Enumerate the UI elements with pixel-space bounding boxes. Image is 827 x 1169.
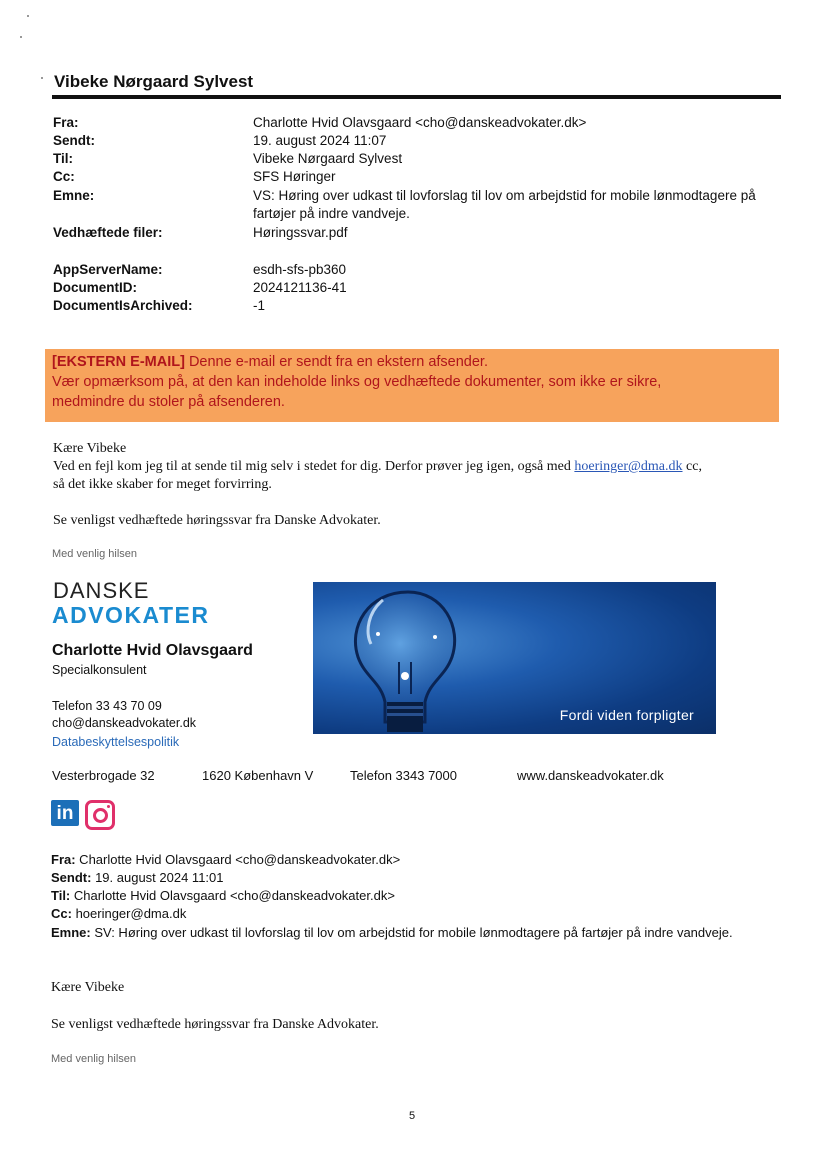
fwd-sent-row — [51, 869, 781, 887]
field-label-cc: Cc: — [53, 169, 75, 184]
external-email-warning-banner — [45, 349, 779, 422]
fwd-cc-label: Cc: — [51, 906, 72, 921]
logo-advokater: ADVOKATER — [52, 602, 210, 628]
privacy-policy-link[interactable]: Databeskyttelsespolitik — [52, 735, 180, 749]
instagram-lens — [93, 808, 108, 823]
body-attachment-note: Se venligst vedhæftede høringssvar fra Danske Advokater. — [53, 513, 381, 528]
ad-banner-image[interactable] — [313, 582, 716, 734]
linkedin-icon[interactable]: in — [51, 800, 79, 826]
banner-line-3: medmindre du stoler på afsenderen. — [52, 394, 285, 410]
field-value-cc: SFS Høringer — [253, 169, 336, 184]
field-label-subject: Emne: — [53, 188, 95, 203]
fwd-subject-value: SV: Høring over udkast til lovforslag til lov om arbejdstid for mobile lønmodtagere på fartøjer på indre vandveje. — [90, 925, 733, 940]
fwd-subject-row — [51, 924, 751, 942]
signature-phone: Telefon 33 43 70 09 — [52, 699, 162, 713]
signature-title: Specialkonsulent — [52, 663, 147, 677]
instagram-flash — [107, 805, 110, 808]
field-label-to: Til: — [53, 151, 73, 166]
fwd-from-row — [51, 851, 781, 869]
page-number: 5 — [409, 1110, 416, 1122]
field-label-documentisarchived: DocumentIsArchived: — [53, 298, 193, 313]
scan-speck — [27, 15, 29, 17]
banner-line-1: Denne e-mail er sendt fra en ekstern afsender. — [184, 354, 488, 370]
field-value-documentid: 2024121136-41 — [253, 280, 347, 295]
field-label-sent: Sendt: — [53, 133, 95, 148]
scan-speck — [20, 36, 22, 38]
body-greeting: Kære Vibeke — [53, 441, 127, 456]
body-paragraph-line-1 — [53, 458, 783, 476]
address-street: Vesterbrogade 32 — [52, 768, 155, 783]
fwd-sent-label: Sendt: — [51, 870, 92, 885]
fwd-to-row — [51, 887, 781, 905]
field-label-attachments: Vedhæftede filer: — [53, 225, 163, 240]
fwd-closing-text: Med venlig hilsen — [51, 1053, 136, 1065]
fwd-cc-value: hoeringer@dma.dk — [71, 906, 187, 921]
body-text: Ved en fejl kom jeg til at sende til mig selv i stedet for dig. Derfor prøver jeg igen, også med — [53, 459, 575, 474]
attachment-link[interactable]: Høringssvar.pdf — [253, 225, 348, 240]
email-link[interactable]: hoeringer@dma.dk — [574, 459, 683, 474]
header-rule — [52, 95, 781, 99]
signature-email[interactable]: cho@danskeadvokater.dk — [52, 716, 197, 730]
mailbox-owner-name: Vibeke Nørgaard Sylvest — [54, 72, 254, 91]
field-value-from: Charlotte Hvid Olavsgaard <cho@danskeadvokater.dk> — [253, 115, 587, 130]
field-value-appservername: esdh-sfs-pb360 — [253, 262, 347, 277]
field-value-subject: VS: Høring over udkast til lovforslag til lov om arbejdstid for mobile lønmodtagere på fartøjer på indre vandveje. — [253, 188, 756, 221]
scan-speck — [41, 77, 43, 79]
body-paragraph-line-2: så det ikke skaber for meget forvirring. — [53, 477, 272, 492]
field-value-to: Vibeke Nørgaard Sylvest — [253, 151, 403, 166]
fwd-subject-label: Emne: — [51, 925, 91, 940]
fwd-cc-row — [51, 905, 781, 923]
body-text: cc, — [682, 459, 702, 474]
fwd-greeting: Kære Vibeke — [51, 980, 125, 995]
logo-danske: DANSKE — [53, 578, 150, 603]
website-link[interactable]: www.danskeadvokater.dk — [517, 768, 664, 783]
fwd-from-label: Fra: — [51, 852, 76, 867]
field-value-documentisarchived: -1 — [253, 298, 266, 313]
fwd-to-label: Til: — [51, 888, 71, 903]
field-label-documentid: DocumentID: — [53, 280, 137, 295]
address-city: 1620 København V — [202, 768, 314, 783]
field-label-from: Fra: — [53, 115, 79, 130]
banner-line-2: Vær opmærksom på, at den kan indeholde links og vedhæftede dokumenter, som ikke er sikre, — [52, 374, 662, 390]
fwd-to-value: Charlotte Hvid Olavsgaard <cho@danskeadvokater.dk> — [70, 888, 395, 903]
banner-tag: [EKSTERN E-MAIL] — [52, 354, 185, 370]
signature-name: Charlotte Hvid Olavsgaard — [52, 642, 253, 659]
field-label-appservername: AppServerName: — [53, 262, 163, 277]
fwd-from-value: Charlotte Hvid Olavsgaard <cho@danskeadvokater.dk> — [75, 852, 401, 867]
ad-slogan: Fordi viden forpligter — [559, 707, 694, 723]
instagram-icon[interactable] — [85, 800, 115, 830]
fwd-attachment-note: Se venligst vedhæftede høringssvar fra Danske Advokater. — [51, 1017, 379, 1032]
closing-text: Med venlig hilsen — [52, 548, 137, 560]
main-phone: Telefon 3343 7000 — [350, 768, 457, 783]
fwd-sent-value: 19. august 2024 11:01 — [91, 870, 224, 885]
field-value-sent: 19. august 2024 11:07 — [253, 133, 387, 148]
